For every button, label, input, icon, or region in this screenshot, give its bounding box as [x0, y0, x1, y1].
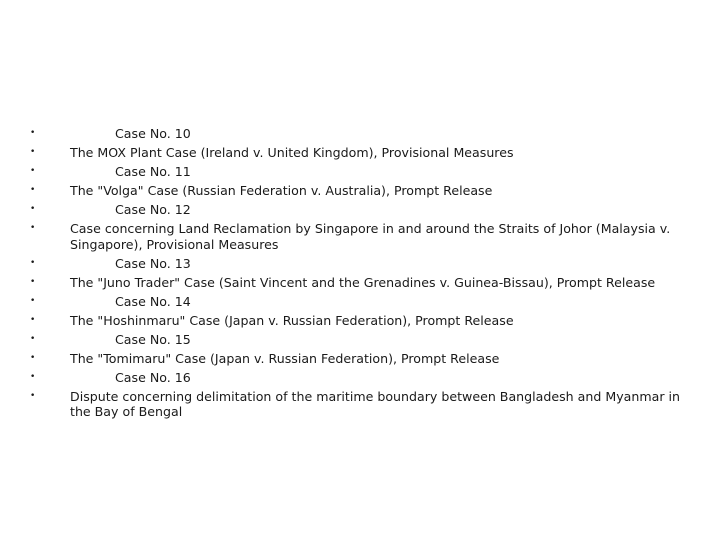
- case-number: Case No. 10: [115, 126, 191, 141]
- case-number: Case No. 13: [115, 255, 191, 271]
- bullet-icon: •: [30, 185, 36, 195]
- list-item-case-no-12: [0, 202, 720, 218]
- case-number: Case No. 14: [115, 293, 191, 309]
- case-title: The "Juno Trader" Case (Saint Vincent and the Grenadines v. Guinea-Bissau), Prompt Release: [70, 274, 656, 290]
- bullet-icon: •: [30, 204, 36, 214]
- list-item-case-no-10: [0, 126, 720, 142]
- list-item-case-title: [0, 389, 720, 420]
- list-item-case-no-11: [0, 164, 720, 180]
- bullet-icon: •: [30, 128, 36, 138]
- case-title: The MOX Plant Case (Ireland v. United Kingdom), Provisional Measures: [70, 145, 514, 160]
- bullet-icon: •: [30, 276, 36, 287]
- case-title: Case concerning Land Reclamation by Singapore in and around the Straits of Johor (Malaysia v. Singapore), Provisional Measures: [70, 221, 671, 252]
- case-number: Case No. 11: [115, 164, 191, 179]
- list-item-case-title: [0, 221, 720, 252]
- case-title: The "Tomimaru" Case (Japan v. Russian Federation), Prompt Release: [70, 350, 500, 366]
- bullet-icon: •: [30, 257, 36, 268]
- list-item-case-no-16: [0, 370, 720, 386]
- list-item-case-no-13: [0, 256, 720, 272]
- bullet-icon: •: [30, 223, 36, 233]
- bullet-icon: •: [30, 166, 36, 176]
- case-number: Case No. 16: [115, 369, 191, 385]
- bullet-icon: •: [30, 147, 36, 157]
- case-number: Case No. 15: [115, 331, 191, 347]
- bullet-icon: •: [30, 295, 36, 306]
- list-item-case-no-14: [0, 294, 720, 310]
- case-title: The "Volga" Case (Russian Federation v. Australia), Prompt Release: [70, 183, 493, 198]
- bullet-icon: •: [30, 314, 36, 325]
- list-item-case-title: [0, 183, 720, 199]
- bullet-icon: •: [30, 371, 36, 382]
- bullet-icon: •: [30, 333, 36, 344]
- list-item-case-title: [0, 351, 720, 367]
- list-item-case-title: [0, 313, 720, 329]
- case-title: Dispute concerning delimitation of the maritime boundary between Bangladesh and Myanmar in the Bay of Bengal: [70, 388, 681, 419]
- list-item-case-title: [0, 275, 720, 291]
- bullet-icon: •: [30, 352, 36, 363]
- list-item-case-no-15: [0, 332, 720, 348]
- bullet-icon: •: [30, 390, 36, 401]
- case-list: [0, 126, 720, 423]
- case-title: The "Hoshinmaru" Case (Japan v. Russian Federation), Prompt Release: [70, 312, 514, 328]
- list-item-case-title: [0, 145, 720, 161]
- case-number: Case No. 12: [115, 202, 191, 217]
